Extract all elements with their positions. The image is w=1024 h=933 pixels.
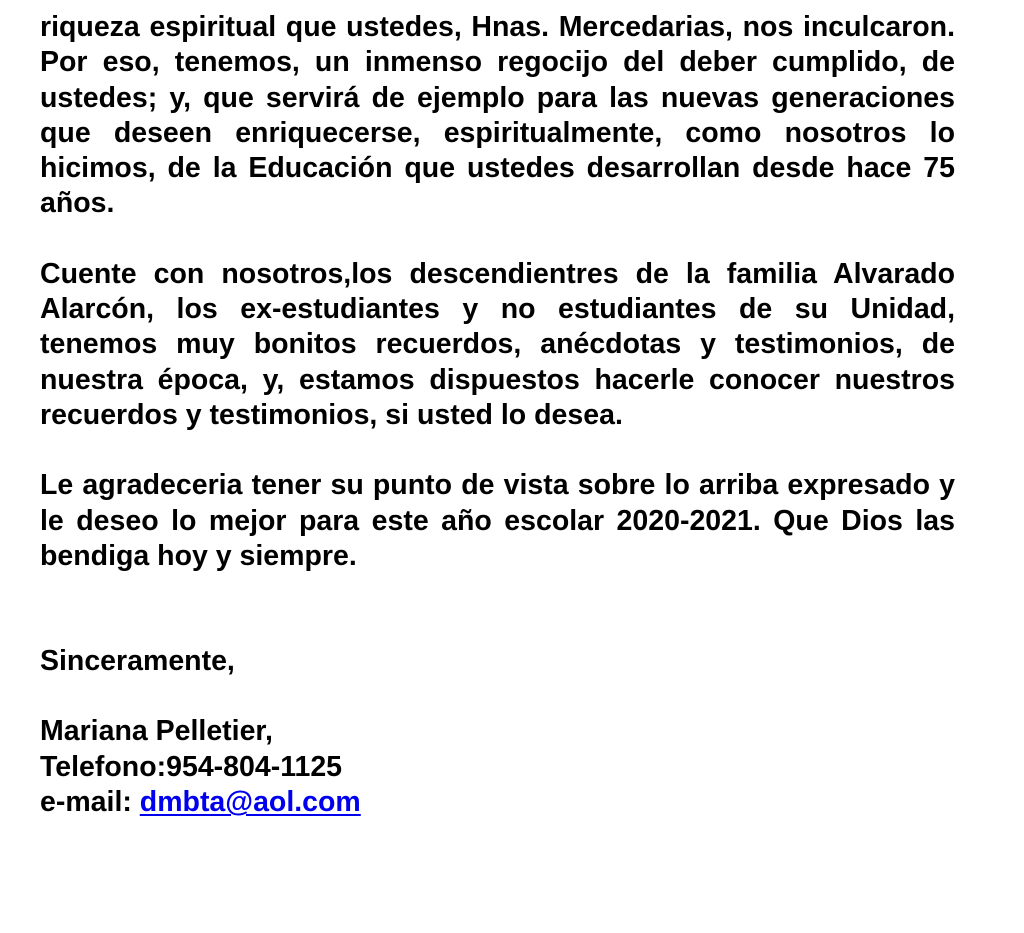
- letter-closing: Sinceramente,: [40, 645, 235, 678]
- email-link[interactable]: dmbta@aol.com: [139, 786, 361, 819]
- signature-spacer: [40, 679, 955, 714]
- letter-paragraph-2: Cuente con nosotros,los descendientres de la familia Alvarado Alarcón, los ex-estudiantes y no estudiantes de su Unidad, tenemos muy bonitos recuerdos, anécdotas y testimonios, de nuestra época, y, estamos dispuestos hacerle conocer nuestros recuerdos y testimonios, si usted lo desea.: [40, 257, 955, 431]
- closing-spacer: [40, 574, 955, 644]
- paragraph-spacer: [40, 222, 955, 257]
- letter-paragraph-3: Le agradeceria tener su punto de vista sobre lo arriba expresado y le deseo lo mejor para este año escolar 2020-2021. Que Dios las bendiga hoy y siempre.: [40, 469, 955, 572]
- signature-email-line: [40, 785, 955, 820]
- paragraph-spacer: [40, 433, 955, 468]
- signature-phone: Telefono:954-804-1125: [40, 750, 343, 783]
- signature-block: [40, 714, 955, 820]
- email-label: e-mail:: [40, 786, 140, 819]
- letter-body: [40, 10, 955, 820]
- letter-paragraph-1: riqueza espiritual que ustedes, Hnas. Mercedarias, nos inculcaron. Por eso, tenemos, un inmenso regocijo del deber cumplido, de ustedes; y, que servirá de ejemplo para las nuevas generaciones que deseen enriquecerse, espiritualmente, como nosotros lo hicimos, de la Educación que ustedes desarrollan desde hace 75 años.: [40, 11, 955, 220]
- signature-name: Mariana Pelletier,: [40, 715, 273, 748]
